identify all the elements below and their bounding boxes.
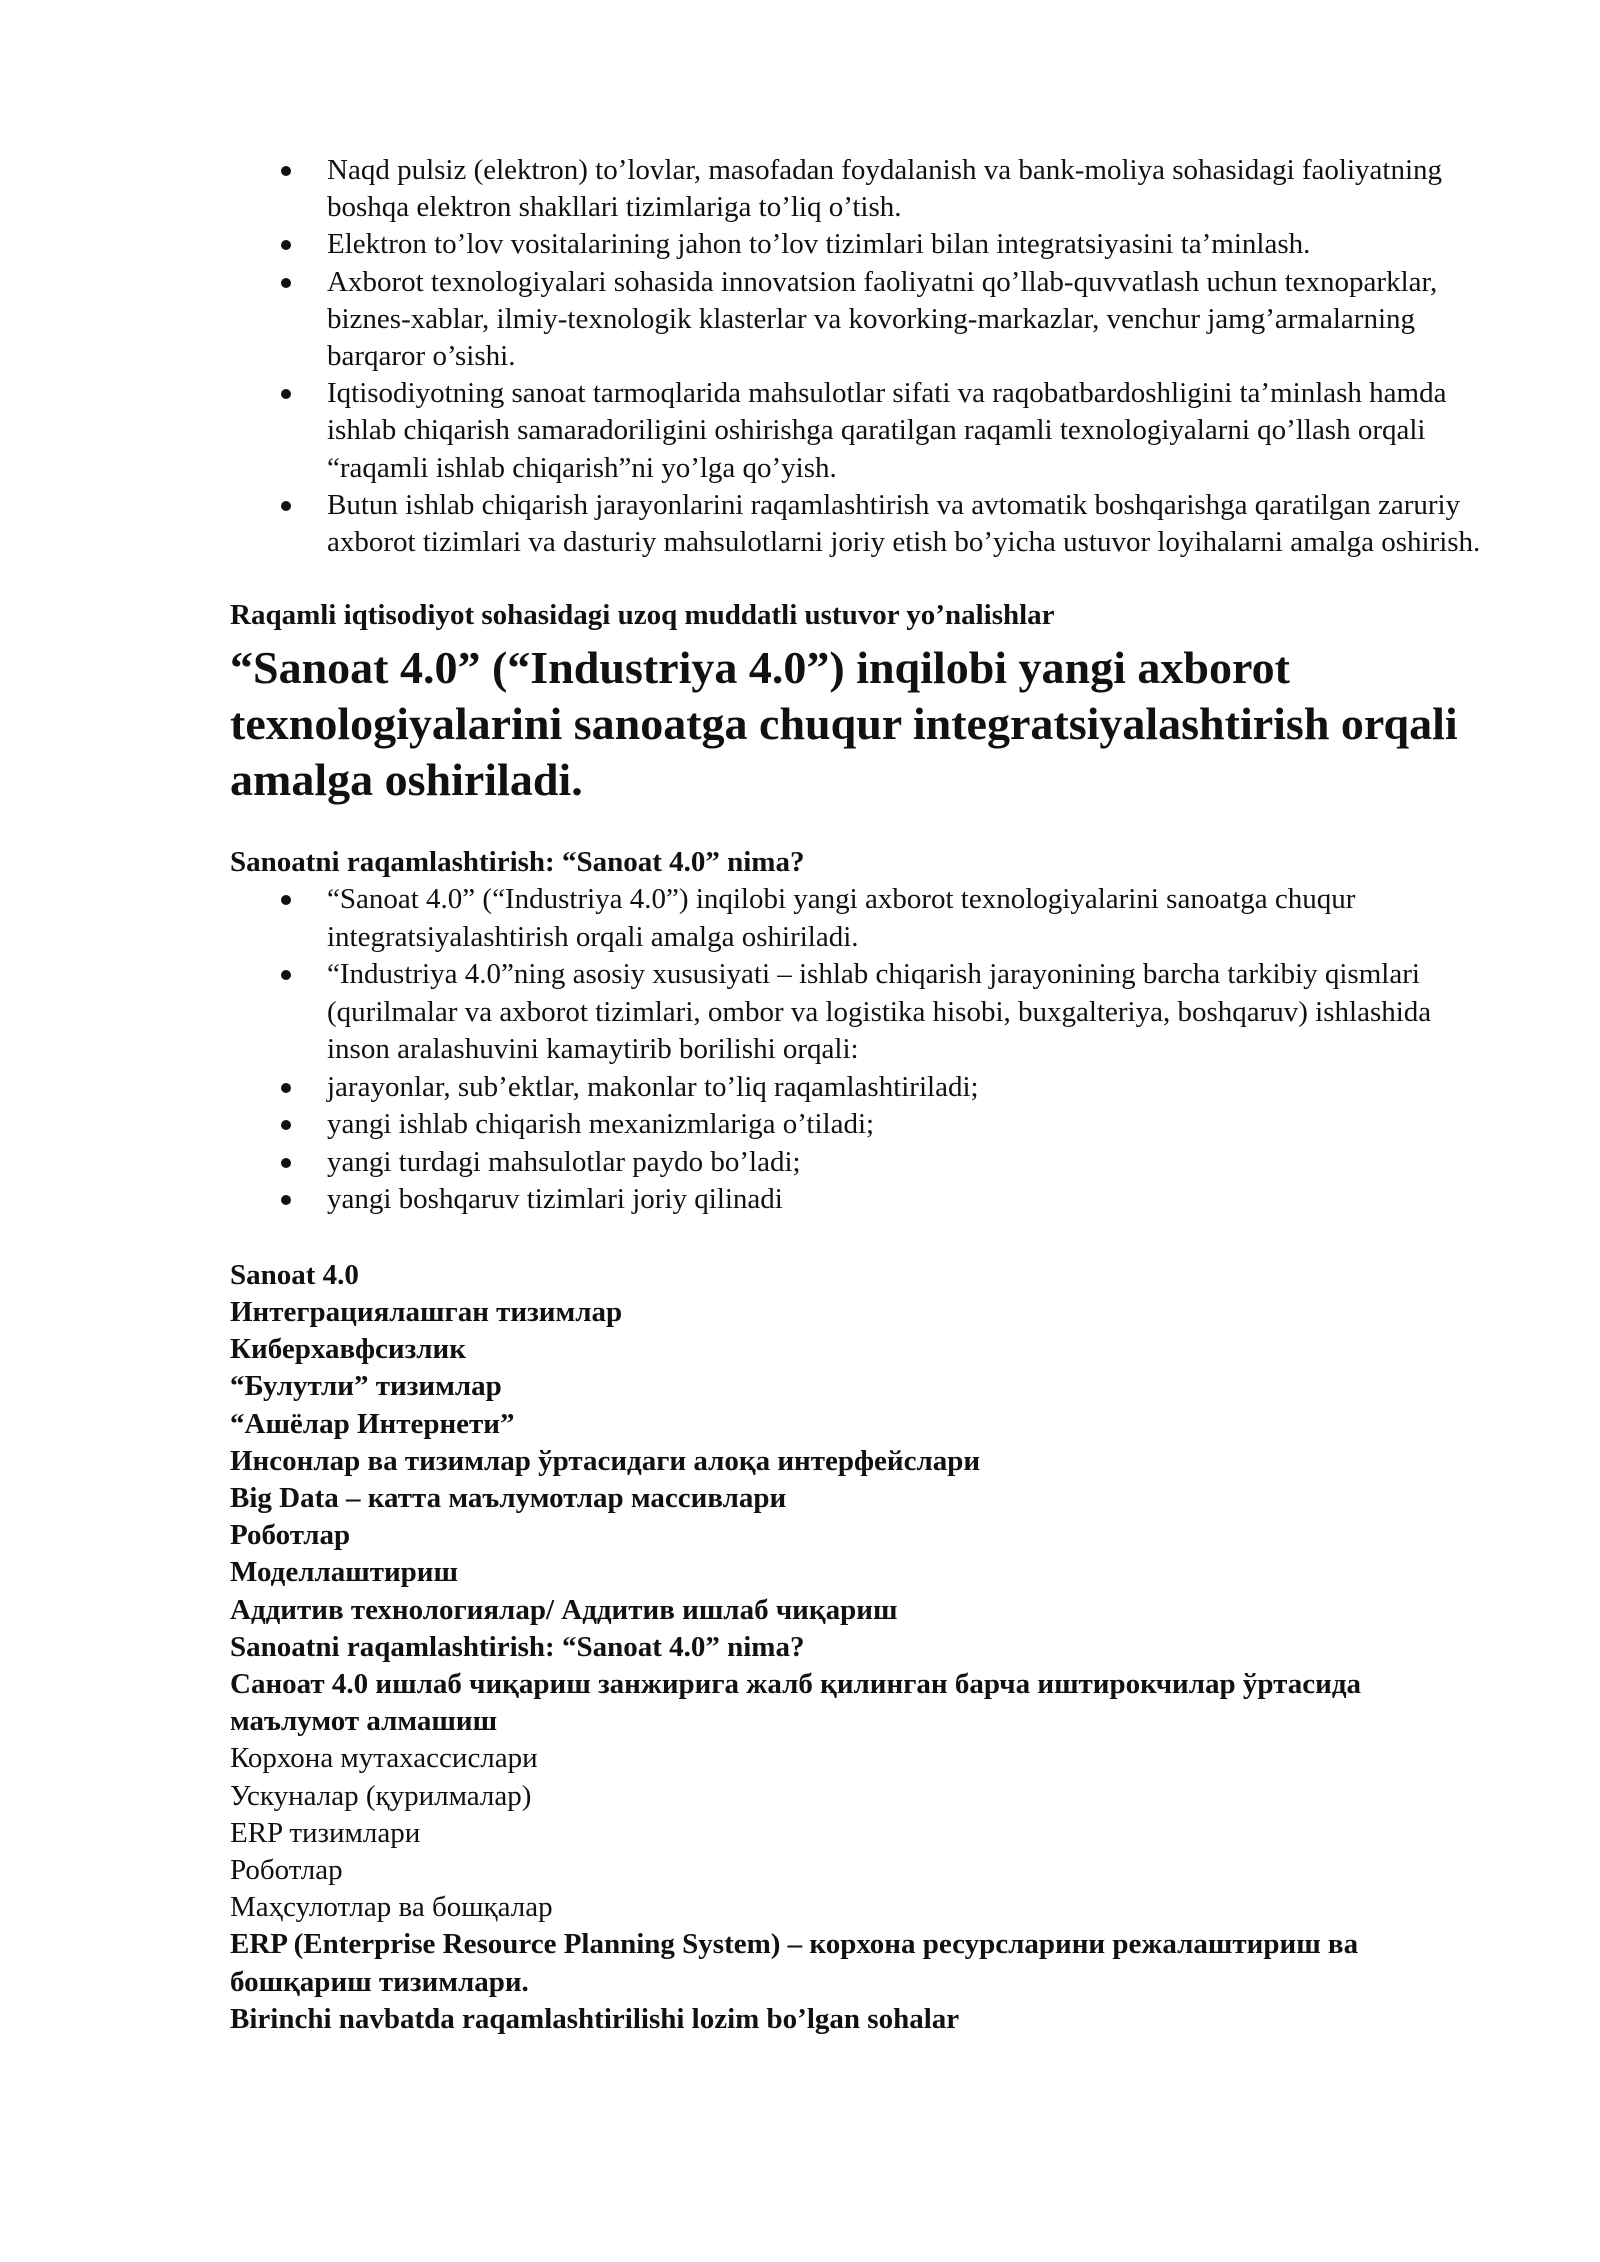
bullet-list-priorities [230,152,1490,561]
text-line: Киберхавфсизлик [230,1333,466,1366]
list-item [230,881,1490,956]
list-item [230,956,1490,1069]
bullet-icon [281,278,291,288]
text-line: “Булутли” тизимлар [230,1370,502,1403]
section-heading-what-is: Sanoatni raqamlashtirish: “Sanoat 4.0” nima? [230,846,805,879]
list-item-text: “Sanoat 4.0” (“Industriya 4.0”) inqilobi yangi axborot texnologiyalarini sanoatga chuqur integratsiyalashtirish orqali amalga oshiriladi. [327,883,1356,953]
text-line: Моделлаштириш [230,1556,458,1589]
bullet-icon [281,895,291,905]
section-heading-priorities: Raqamli iqtisodiyot sohasidagi uzoq muddatli ustuvor yo’nalishlar [230,599,1055,632]
bullet-icon [281,1120,291,1130]
bullet-icon [281,1158,291,1168]
text-line: Роботлар [230,1519,351,1552]
bullet-icon [281,1083,291,1093]
text-line: Sanoat 4.0 [230,1258,359,1291]
list-item-text: Elektron to’lov vositalarining jahon to’lov tizimlari bilan integratsiyasini ta’minlash. [327,228,1311,261]
text-line: “Ашёлар Интернети” [230,1407,515,1440]
text-line: ERP тизимлари [230,1816,421,1849]
list-item [230,487,1490,561]
text-line: Аддитив технологиялар/ Аддитив ишлаб чиқариш [230,1593,898,1626]
page-content [230,152,1490,2038]
list-item [230,1144,1490,1182]
text-line: Инсонлар ва тизимлар ўртасидаги алоқа интерфейслари [230,1444,981,1477]
text-line: Sanoatni raqamlashtirish: “Sanoat 4.0” nima? [230,1630,805,1663]
page-title: “Sanoat 4.0” (“Industriya 4.0”) inqilobi yangi axborot texnologiyalarini sanoatga chuqur integratsiyalashtirish orqali amalga oshiriladi. [230,642,1458,806]
text-line: Ускуналар (қурилмалар) [230,1779,532,1812]
list-item [230,264,1490,376]
bullet-icon [281,166,291,176]
bullet-icon [281,501,291,511]
list-item [230,226,1490,263]
text-line: Корхона мутахассислари [230,1742,538,1775]
list-item-text: jarayonlar, sub’ektlar, makonlar to’liq raqamlashtiriladi; [327,1070,979,1103]
text-line: Birinchi navbatda raqamlashtirilishi lozim bo’lgan sohalar [230,2002,960,2035]
list-item [230,1069,1490,1107]
bullet-icon [281,240,291,250]
text-line: ERP (Enterprise Resource Planning System) – корхона ресурсларини режалаштириш ва бошқариш тизимлари. [230,1928,1359,1998]
list-item-text: yangi ishlab chiqarish mexanizmlariga o’tiladi; [327,1108,875,1141]
text-line: Big Data – катта маълумотлар массивлари [230,1481,787,1514]
list-item-text: Butun ishlab chiqarish jarayonlarini raqamlashtirish va avtomatik boshqarishga qaratilgan zaruriy axborot tizimlari va dasturiy mahsulotlarni joriy etish bo’yicha ustuvor loyihalarni amalga oshirish. [327,488,1481,559]
list-item-text: Axborot texnologiyalari sohasida innovatsion faoliyatni qo’llab-quvvatlash uchun texnoparklar, biznes-xablar, ilmiy-texnologik klasterlar va kovorking-markazlar, venchur jamg’armalarning barqaror o’sishi. [327,265,1438,373]
list-item-text: Naqd pulsiz (elektron) to’lovlar, masofadan foydalanish va bank-moliya sohasidagi faoliyatning boshqa elektron shakllari tizimlariga to’liq o’tish. [327,154,1443,224]
list-item-text: Iqtisodiyotning sanoat tarmoqlarida mahsulotlar sifati va raqobatbardoshligini ta’minlash hamda ishlab chiqarish samaradoriligini oshirishga qaratilgan raqamli texnologiyalarni qo’llash orqali “raqamli ishlab chiqarish”ni yo’lga qo’yish. [327,377,1447,484]
bullet-icon [281,970,291,980]
list-item-text: yangi turdagi mahsulotlar paydo bo’ladi; [327,1145,801,1178]
list-item [230,1181,1490,1219]
text-line: Интеграциялашган тизимлар [230,1295,623,1328]
text-line: Роботлар [230,1853,343,1886]
list-item-text: yangi boshqaruv tizimlari joriy qilinadi [327,1183,783,1216]
text-line: Саноат 4.0 ишлаб чиқариш занжирига жалб қилинган барча иштирокчилар ўртасида маълумот алмашиш [230,1667,1362,1738]
sanoat-block [230,1257,1490,2038]
list-item-text: “Industriya 4.0”ning asosiy xususiyati – ishlab chiqarish jarayonining barcha tarkibiy qismlari (qurilmalar va axborot tizimlari, ombor va logistika hisobi, buxgalteriya, boshqaruv) ishlashida inson aralashuvini kamaytirib borilishi orqali: [327,958,1432,1066]
list-item [230,152,1490,226]
bullet-list-industry [230,881,1490,1219]
text-line: Маҳсулотлар ва бошқалар [230,1891,553,1924]
bullet-icon [281,1195,291,1205]
bullet-icon [281,389,291,399]
list-item [230,1106,1490,1144]
list-item [230,375,1490,487]
